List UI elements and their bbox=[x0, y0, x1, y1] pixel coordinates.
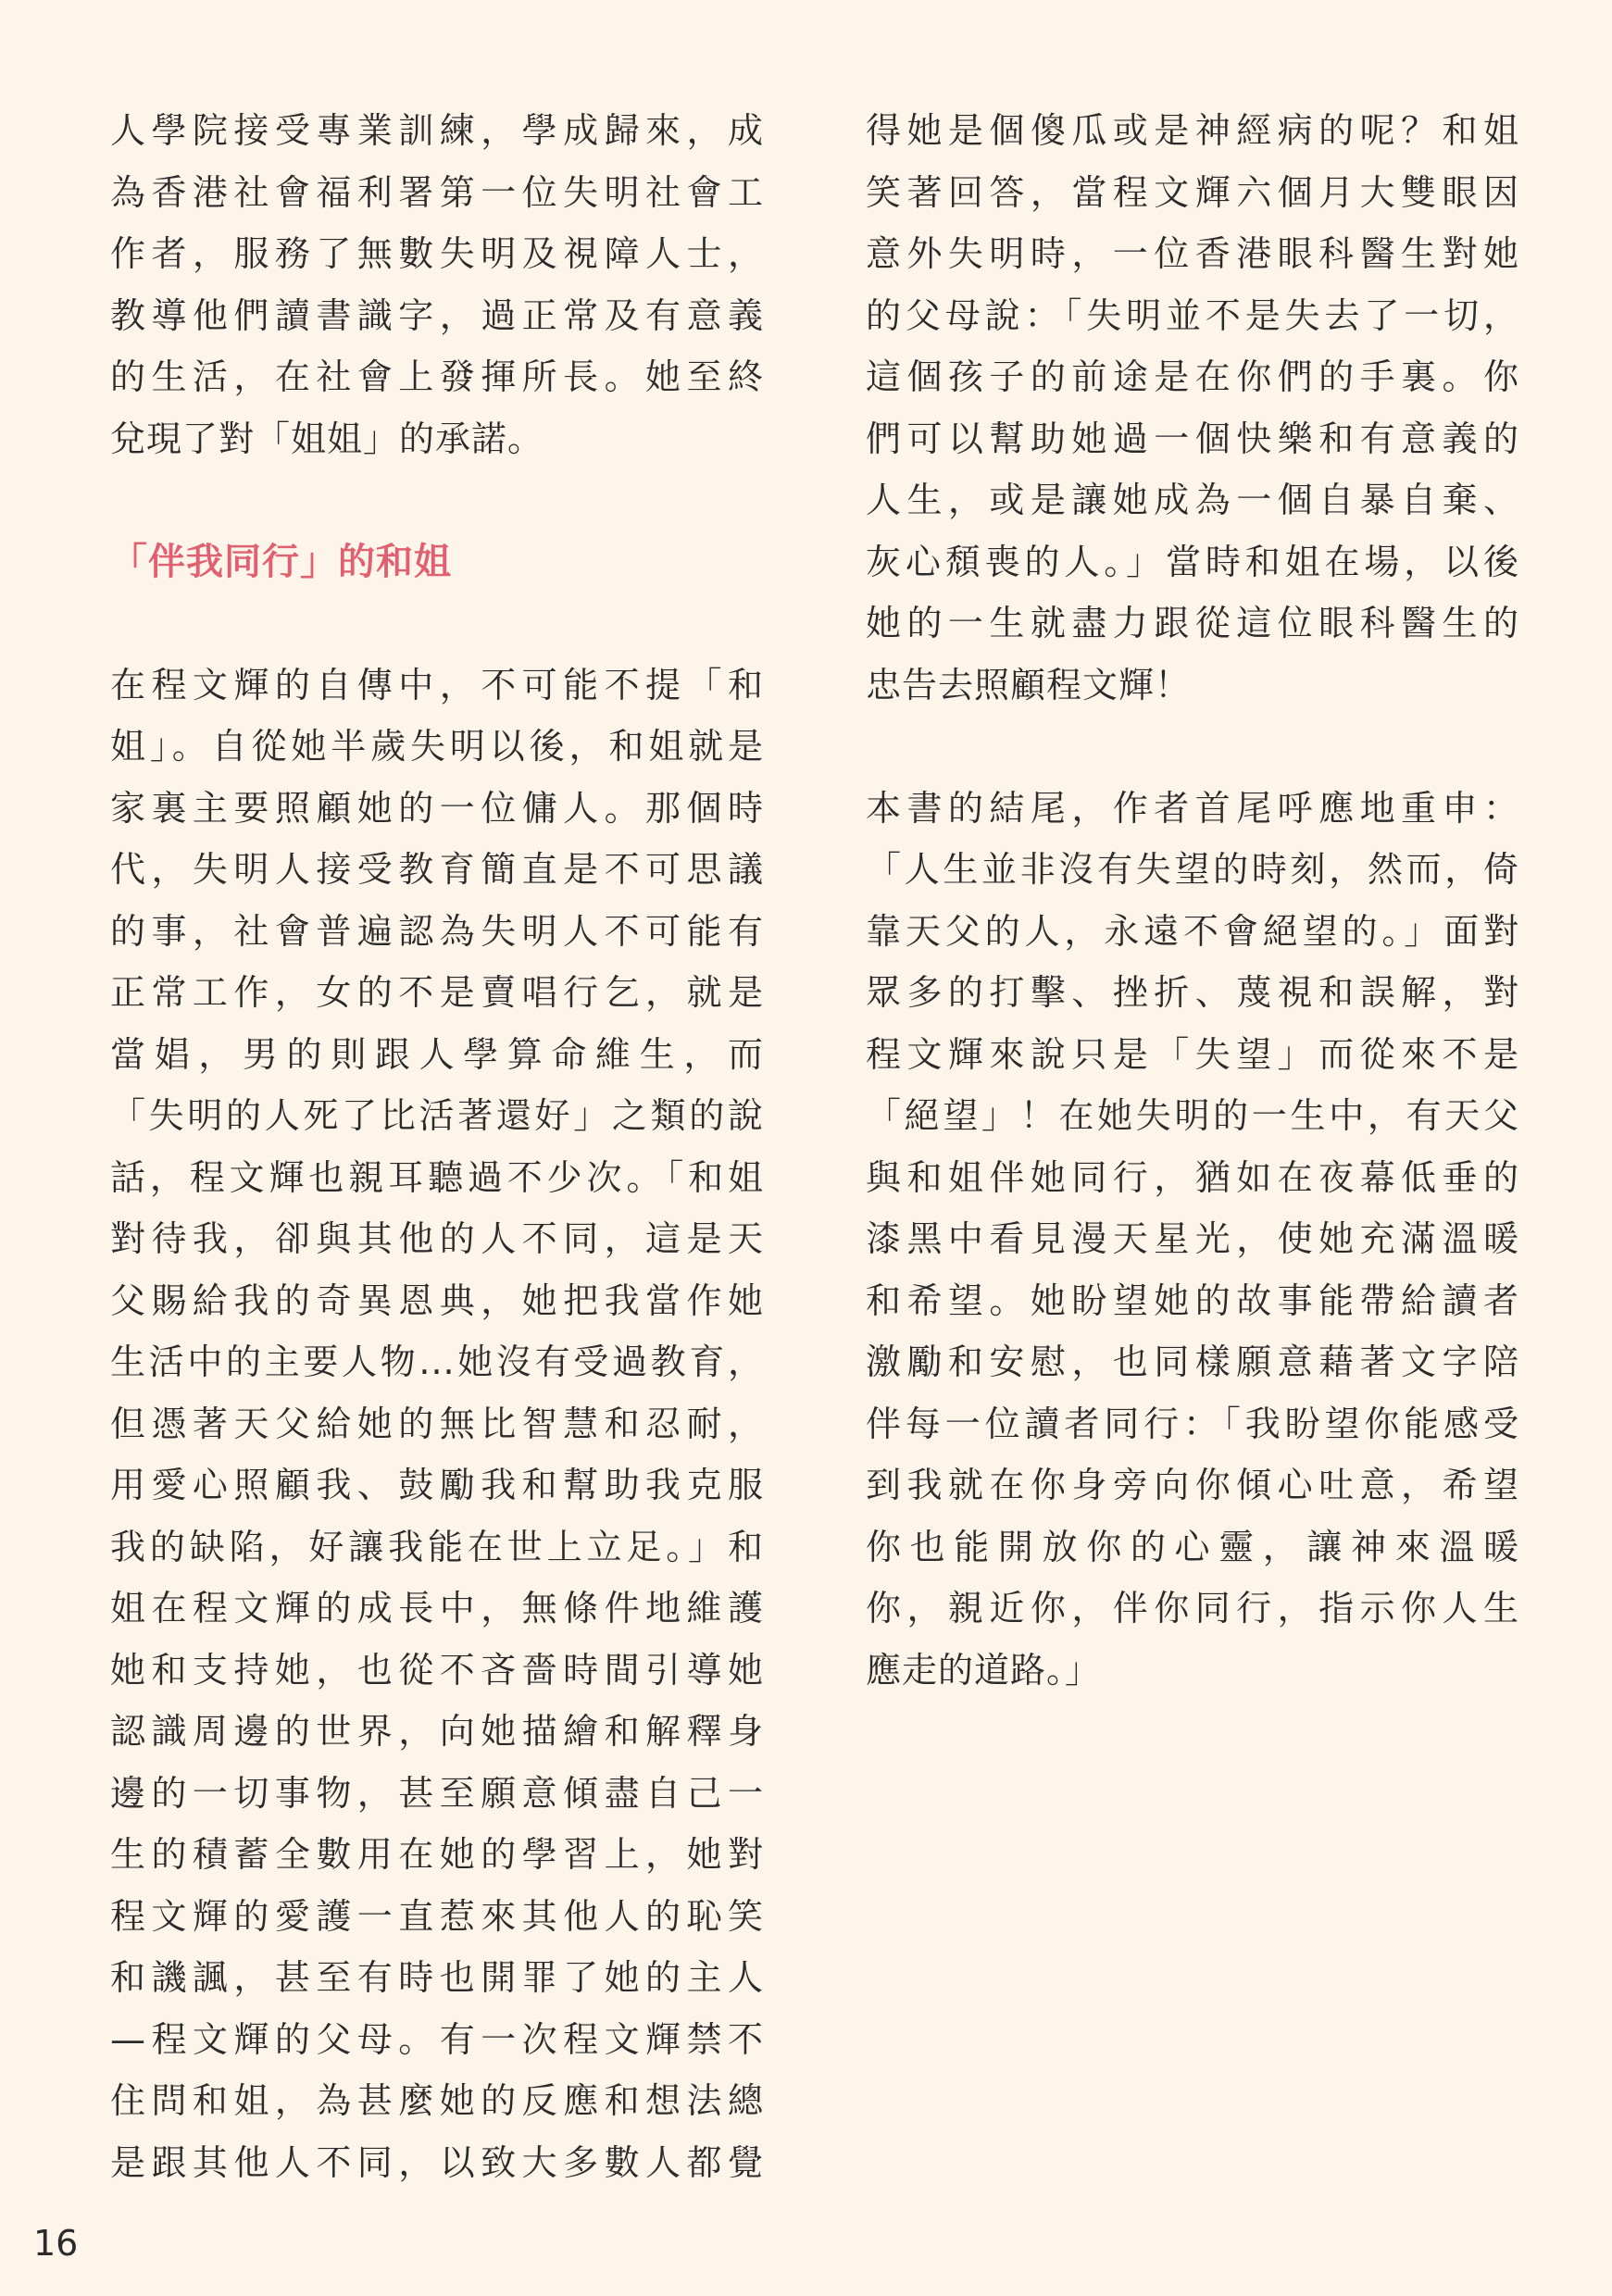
text-line: 作者，服務了無數失明及視障人士， bbox=[110, 233, 764, 274]
text-line: 得她是個傻瓜或是神經病的呢？和姐 bbox=[866, 110, 1519, 151]
text-line: 程文輝的愛護一直惹來其他人的恥笑 bbox=[110, 1895, 764, 1937]
text-line: 的事，社會普遍認為失明人不可能有 bbox=[110, 910, 764, 952]
text-line: 她和支持她，也從不吝嗇時間引導她 bbox=[110, 1649, 764, 1691]
text-line: 住問和姐，為甚麼她的反應和想法總 bbox=[110, 2080, 764, 2121]
text-line: 但憑著天父給她的無比智慧和忍耐， bbox=[110, 1403, 764, 1444]
paragraph-gap bbox=[866, 716, 1519, 778]
text-line: 她的一生就盡力跟從這位眼科醫生的 bbox=[866, 603, 1519, 643]
text-line: 對待我，卻與其他的人不同，這是天 bbox=[110, 1218, 764, 1259]
text-line: 是跟其他人不同，以致大多數人都覺 bbox=[110, 2141, 764, 2183]
text-line: 激勵和安慰，也同樣願意藉著文字陪 bbox=[866, 1341, 1519, 1382]
text-line: 姐」。自從她半歲失明以後，和姐就是 bbox=[110, 726, 764, 767]
text-line: 父賜給我的奇異恩典，她把我當作她 bbox=[110, 1279, 764, 1321]
text-line: 姐在程文輝的成長中，無條件地維護 bbox=[110, 1588, 764, 1628]
text-line: 忠告去照顧程文輝！ bbox=[866, 664, 1192, 705]
right-paragraph-1 bbox=[866, 100, 1519, 716]
page-number: 16 bbox=[33, 2223, 79, 2264]
text-line: 這個孩子的前途是在你們的手裏。你 bbox=[866, 356, 1519, 397]
text-line: 本書的結尾，作者首尾呼應地重申： bbox=[866, 787, 1519, 829]
text-line: 認識周邊的世界，向她描繪和解釋身 bbox=[110, 1711, 764, 1752]
right-paragraph-2 bbox=[866, 778, 1519, 1702]
text-line: 生活中的主要人物...她沒有受過教育， bbox=[110, 1341, 764, 1382]
text-line: 意外失明時，一位香港眼科醫生對她 bbox=[866, 233, 1519, 274]
text-line: 代，失明人接受教育簡直是不可思議 bbox=[110, 849, 764, 890]
text-line: 我的缺陷，好讓我能在世上立足。」和 bbox=[110, 1526, 764, 1567]
section-heading: 「伴我同行」的和姐 bbox=[110, 540, 452, 583]
text-line: 家裏主要照顧她的一位傭人。那個時 bbox=[110, 787, 764, 829]
text-line: 到我就在你身旁向你傾心吐意，希望 bbox=[866, 1465, 1519, 1505]
text-line: 應走的道路。」 bbox=[866, 1649, 1102, 1691]
text-line: 程文輝來說只是「失望」而從來不是 bbox=[866, 1033, 1519, 1075]
text-line: 教導他們讀書識字，過正常及有意義 bbox=[110, 294, 764, 336]
text-line: 和譏諷，甚至有時也開罪了她的主人 bbox=[110, 1957, 764, 1998]
text-line: 用愛心照顧我、鼓勵我和幫助我克服 bbox=[110, 1465, 764, 1505]
paragraph-gap bbox=[110, 593, 764, 655]
text-line: 與和姐伴她同行，猶如在夜幕低垂的 bbox=[866, 1156, 1519, 1198]
text-line: 漆黑中看見漫天星光，使她充滿溫暖 bbox=[866, 1218, 1519, 1259]
left-column bbox=[110, 100, 764, 2193]
text-line: 話，程文輝也親耳聽過不少次。「和姐 bbox=[110, 1156, 764, 1198]
text-line: 們可以幫助她過一個快樂和有意義的 bbox=[866, 418, 1519, 459]
text-line: 生的積蓄全數用在她的學習上，她對 bbox=[110, 1834, 764, 1875]
text-line: 在程文輝的自傳中，不可能不提「和 bbox=[110, 664, 764, 705]
text-line: 「失明的人死了比活著還好」之類的說 bbox=[110, 1095, 764, 1136]
paragraph-gap bbox=[110, 469, 764, 531]
text-line: 當娼，男的則跟人學算命維生，而 bbox=[110, 1033, 764, 1075]
text-line: 眾多的打擊、挫折、蔑視和誤解，對 bbox=[866, 972, 1519, 1013]
text-line: 「絕望」！在她失明的一生中，有天父 bbox=[866, 1095, 1519, 1136]
text-line: 的父母說：「失明並不是失去了一切， bbox=[866, 294, 1519, 336]
text-line: —程文輝的父母。有一次程文輝禁不 bbox=[110, 2018, 764, 2060]
left-paragraph-1 bbox=[110, 100, 764, 469]
text-line: 笑著回答，當程文輝六個月大雙眼因 bbox=[866, 171, 1519, 213]
text-line: 邊的一切事物，甚至願意傾盡自己一 bbox=[110, 1772, 764, 1814]
text-line: 為香港社會福利署第一位失明社會工 bbox=[110, 171, 764, 213]
text-line: 的生活，在社會上發揮所長。她至終 bbox=[110, 356, 764, 397]
text-line: 伴每一位讀者同行：「我盼望你能感受 bbox=[866, 1403, 1519, 1444]
text-line: 人學院接受專業訓練，學成歸來，成 bbox=[110, 110, 764, 151]
right-column bbox=[866, 100, 1519, 1701]
text-line: 靠天父的人，永遠不會絕望的。」面對 bbox=[866, 910, 1519, 952]
text-line: 人生，或是讓她成為一個自暴自棄、 bbox=[866, 480, 1519, 520]
text-line: 灰心頹喪的人。」當時和姐在場，以後 bbox=[866, 541, 1519, 582]
text-line: 和希望。她盼望她的故事能帶給讀者 bbox=[866, 1279, 1519, 1321]
text-line: 兌現了對「姐姐」的承諾。 bbox=[110, 418, 544, 459]
text-line: 你也能開放你的心靈，讓神來溫暖 bbox=[866, 1526, 1519, 1567]
left-paragraph-2 bbox=[110, 655, 764, 2194]
text-line: 你，親近你，伴你同行，指示你人生 bbox=[866, 1588, 1519, 1628]
text-line: 正常工作，女的不是賣唱行乞，就是 bbox=[110, 972, 764, 1013]
text-line: 「人生並非沒有失望的時刻，然而，倚 bbox=[866, 849, 1519, 890]
